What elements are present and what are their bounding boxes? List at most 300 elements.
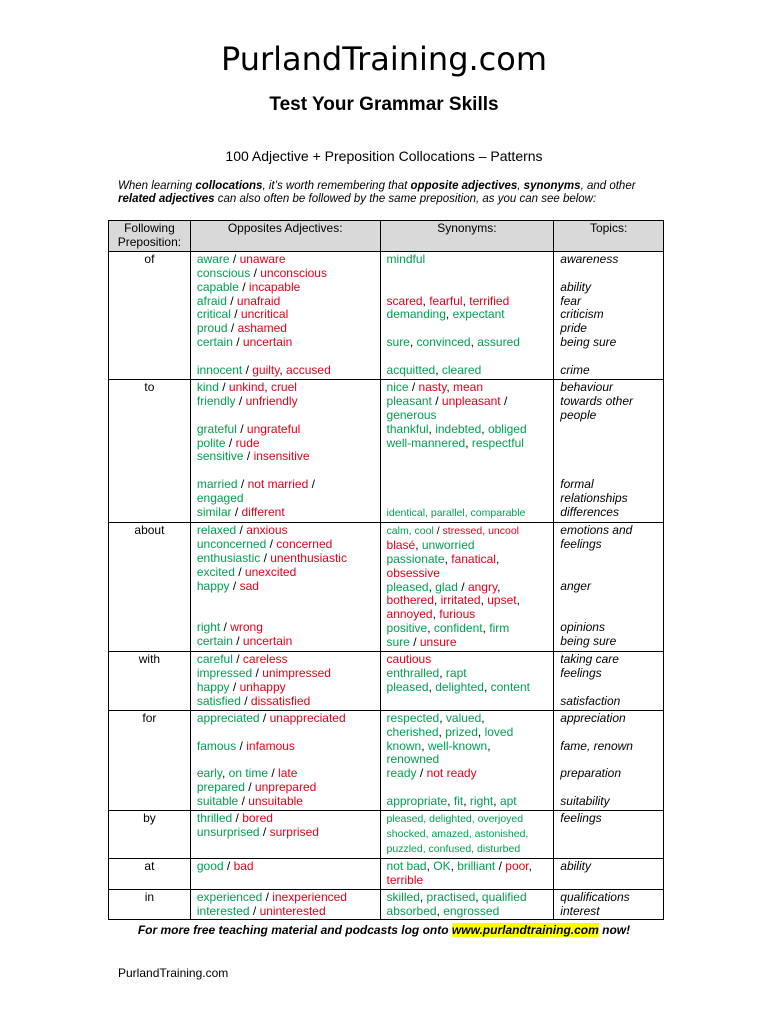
page-subtitle: 100 Adjective + Preposition Collocations – Patterns bbox=[225, 148, 543, 164]
word: sure bbox=[386, 335, 410, 350]
cell-line bbox=[387, 874, 554, 888]
word: bothered bbox=[386, 593, 434, 608]
cell-line bbox=[197, 423, 380, 437]
word: / bbox=[250, 265, 261, 280]
cell-line bbox=[197, 364, 380, 378]
cell-line bbox=[197, 726, 380, 740]
word: / bbox=[237, 477, 248, 492]
word: , bbox=[493, 794, 500, 809]
word: / bbox=[238, 279, 249, 294]
cell-line bbox=[197, 478, 380, 492]
word: / bbox=[235, 393, 246, 408]
topic-line: emotions and bbox=[560, 522, 633, 537]
word: / bbox=[249, 903, 260, 918]
topic-line: differences bbox=[560, 505, 619, 520]
table-row bbox=[109, 811, 664, 859]
topic-line: feelings bbox=[560, 811, 602, 826]
cell-line bbox=[387, 364, 554, 378]
word: brilliant bbox=[457, 858, 496, 873]
topic-line bbox=[560, 552, 663, 566]
word: inexperienced bbox=[272, 889, 347, 904]
synonyms-cell bbox=[380, 710, 554, 810]
word: absorbed bbox=[386, 903, 437, 918]
cell-line bbox=[387, 437, 554, 451]
topic-line: fame, renown bbox=[560, 738, 633, 753]
preposition-cell: for bbox=[109, 710, 191, 810]
cell-line bbox=[387, 381, 554, 395]
cell-line bbox=[197, 891, 380, 905]
word: relaxed bbox=[196, 522, 237, 537]
topic-line: awareness bbox=[560, 251, 619, 266]
topic-line: fear bbox=[560, 293, 581, 308]
word: innocent bbox=[196, 363, 243, 378]
topics-cell bbox=[554, 811, 664, 859]
cell-line bbox=[197, 566, 380, 580]
table-row bbox=[109, 251, 664, 379]
word: bored bbox=[242, 811, 273, 826]
cell-line bbox=[197, 281, 380, 295]
word: ungrateful bbox=[246, 421, 301, 436]
word: cherished bbox=[386, 724, 439, 739]
topic-line bbox=[560, 593, 663, 607]
footer-note-text: now! bbox=[598, 923, 631, 937]
website-link[interactable]: www.purlandtraining.com bbox=[451, 923, 599, 937]
topic-line: qualifications bbox=[560, 889, 630, 904]
cell-line bbox=[197, 607, 380, 621]
opposites-cell bbox=[190, 652, 380, 711]
opposites-cell bbox=[190, 251, 380, 379]
word: pleased bbox=[386, 679, 429, 694]
word: terrible bbox=[386, 872, 424, 887]
word: nice bbox=[386, 379, 409, 394]
word: accused bbox=[286, 363, 331, 378]
intro-keyword: related adjectives bbox=[118, 193, 215, 205]
word: , bbox=[419, 889, 427, 904]
footer-note bbox=[0, 923, 768, 937]
topic-line: relationships bbox=[560, 491, 628, 506]
intro-keyword: synonyms bbox=[523, 180, 581, 192]
word: fearful bbox=[429, 293, 463, 308]
word: , bbox=[445, 307, 453, 322]
word: right bbox=[196, 620, 221, 635]
word: demanding bbox=[386, 307, 446, 322]
word: , bbox=[428, 579, 436, 594]
word: calm, cool bbox=[386, 524, 434, 537]
cell-line bbox=[197, 767, 380, 781]
word: engrossed bbox=[443, 903, 500, 918]
cell-line bbox=[197, 538, 380, 552]
word: , bbox=[446, 379, 454, 394]
word: grateful bbox=[196, 421, 237, 436]
cell-line bbox=[387, 667, 554, 681]
cell-line bbox=[387, 767, 554, 781]
cell-line bbox=[387, 753, 554, 767]
topic-line: taking care bbox=[560, 652, 619, 667]
topic-line bbox=[560, 840, 663, 854]
topic-line: opinions bbox=[560, 620, 605, 635]
cell-line bbox=[197, 267, 380, 281]
word: / bbox=[231, 505, 242, 520]
word: cleared bbox=[441, 363, 482, 377]
synonyms-cell bbox=[380, 379, 554, 522]
table-row bbox=[109, 889, 664, 920]
table-row bbox=[109, 858, 664, 889]
header-opposites: Opposites Adjectives: bbox=[190, 221, 380, 252]
word: generous bbox=[386, 407, 437, 422]
synonyms-cell bbox=[380, 889, 554, 920]
word: suitable bbox=[196, 794, 239, 809]
word: certain bbox=[196, 634, 233, 649]
word: / bbox=[244, 780, 255, 795]
topic-line bbox=[560, 781, 663, 795]
word: nasty bbox=[418, 379, 447, 394]
cell-line bbox=[197, 781, 380, 795]
word: uncertain bbox=[242, 634, 293, 649]
topics-cell bbox=[554, 251, 664, 379]
word: unpleasant bbox=[441, 393, 501, 408]
word: / bbox=[238, 794, 249, 809]
cell-line bbox=[197, 740, 380, 754]
topic-line: interest bbox=[560, 903, 600, 918]
word: , bbox=[433, 593, 441, 608]
word: upset bbox=[487, 593, 517, 608]
cell-line bbox=[197, 552, 380, 566]
cell-line bbox=[197, 905, 380, 919]
topic-line bbox=[560, 607, 663, 621]
word: , bbox=[480, 593, 488, 608]
word: content bbox=[490, 679, 530, 694]
word: on time bbox=[228, 766, 269, 781]
word: / bbox=[223, 858, 234, 873]
word: unappreciated bbox=[269, 710, 346, 725]
word: / bbox=[220, 620, 231, 635]
cell-line bbox=[197, 712, 380, 726]
word: glad bbox=[435, 579, 458, 594]
word: , bbox=[497, 579, 501, 594]
cell-line bbox=[197, 681, 380, 695]
table-row bbox=[109, 522, 664, 651]
word: unfriendly bbox=[245, 393, 298, 408]
word: unexcited bbox=[244, 564, 297, 579]
word: known bbox=[386, 738, 422, 753]
site-brand: PurlandTraining.com bbox=[220, 40, 548, 78]
cell-line bbox=[387, 281, 554, 295]
word: well-mannered bbox=[386, 435, 466, 450]
cell-line bbox=[387, 395, 554, 409]
footer-note-text: For more free teaching material and podcasts log onto bbox=[137, 923, 452, 937]
intro-text: , and other bbox=[580, 180, 636, 192]
cell-line bbox=[387, 524, 554, 539]
word: different bbox=[241, 505, 285, 520]
word: unprepared bbox=[254, 780, 317, 795]
word: appreciated bbox=[196, 710, 260, 725]
word: infamous bbox=[246, 738, 295, 753]
topic-line: formal bbox=[560, 477, 594, 492]
word: / bbox=[218, 379, 229, 394]
word: insensitive bbox=[253, 449, 310, 464]
word: positive bbox=[386, 621, 428, 636]
word: excited bbox=[196, 564, 235, 579]
topic-line bbox=[560, 726, 663, 740]
word: cruel bbox=[270, 379, 297, 394]
word: interested bbox=[196, 903, 250, 918]
word: late bbox=[278, 766, 298, 781]
word: puzzled, confused, disturbed bbox=[386, 842, 521, 855]
word: / bbox=[252, 666, 263, 681]
table-header-row bbox=[109, 221, 664, 252]
word: rapt bbox=[445, 666, 467, 681]
word: practised bbox=[426, 889, 476, 904]
word: , bbox=[447, 794, 454, 809]
word: valued bbox=[445, 710, 482, 725]
topic-line bbox=[560, 267, 663, 281]
word: , bbox=[415, 537, 422, 552]
preposition-cell: about bbox=[109, 522, 191, 651]
word: thankful bbox=[386, 421, 429, 436]
word: acquitted bbox=[386, 363, 436, 377]
word: unkind bbox=[228, 379, 265, 394]
cell-line bbox=[197, 621, 380, 635]
cell-line bbox=[197, 322, 380, 336]
header-synonyms: Synonyms: bbox=[380, 221, 554, 252]
word: unhappy bbox=[239, 679, 286, 694]
cell-line bbox=[387, 653, 554, 667]
word: mean bbox=[453, 379, 484, 394]
cell-line bbox=[197, 295, 380, 309]
word: delighted bbox=[435, 679, 484, 694]
word: ashamed bbox=[237, 321, 287, 336]
topic-line: people bbox=[560, 407, 597, 422]
word: pleasant bbox=[386, 393, 432, 408]
word: / bbox=[409, 635, 420, 650]
topics-cell bbox=[554, 889, 664, 920]
cell-line bbox=[197, 874, 380, 888]
cell-line bbox=[197, 593, 380, 607]
collocations-table bbox=[108, 220, 664, 920]
cell-line bbox=[387, 478, 554, 492]
word: , bbox=[279, 363, 287, 378]
preposition-cell: to bbox=[109, 379, 191, 522]
word: apt bbox=[499, 794, 517, 809]
word: unconcerned bbox=[196, 536, 267, 551]
word: , bbox=[427, 621, 434, 636]
topics-cell bbox=[554, 710, 664, 810]
word: , bbox=[495, 551, 500, 566]
table-row bbox=[109, 710, 664, 810]
cell-line bbox=[197, 667, 380, 681]
cell-line bbox=[197, 395, 380, 409]
word: concerned bbox=[276, 536, 333, 551]
word: early bbox=[196, 766, 222, 781]
word: , bbox=[481, 710, 485, 725]
intro-text: , it’s worth remembering that bbox=[262, 180, 411, 192]
word: , bbox=[462, 293, 470, 308]
opposites-cell bbox=[190, 811, 380, 859]
word: bad bbox=[233, 858, 254, 873]
word: / bbox=[229, 251, 240, 266]
cell-line bbox=[387, 295, 554, 309]
topic-line bbox=[560, 826, 663, 840]
topic-line bbox=[560, 874, 663, 888]
word: unafraid bbox=[236, 293, 281, 308]
word: , bbox=[435, 363, 442, 377]
word: proud bbox=[196, 321, 228, 336]
synonyms-cell bbox=[380, 251, 554, 379]
topic-line: being sure bbox=[560, 335, 617, 350]
cell-line bbox=[387, 827, 554, 842]
cell-line bbox=[387, 636, 554, 650]
cell-line bbox=[387, 539, 554, 553]
word: / bbox=[232, 634, 243, 649]
word: , bbox=[432, 607, 440, 622]
word: / bbox=[259, 710, 270, 725]
intro-keyword: collocations bbox=[195, 180, 263, 192]
word: sad bbox=[239, 578, 259, 593]
word: scared bbox=[386, 293, 423, 308]
word: fit bbox=[453, 794, 464, 809]
word: pleased, delighted, overjoyed bbox=[386, 813, 524, 826]
cell-line bbox=[387, 308, 554, 322]
cell-line bbox=[387, 622, 554, 636]
word: / bbox=[236, 738, 247, 753]
cell-line bbox=[387, 581, 554, 595]
header-preposition: Following Preposition: bbox=[109, 221, 191, 252]
word: mindful bbox=[386, 251, 426, 266]
word: afraid bbox=[196, 293, 227, 308]
word: unsuitable bbox=[248, 794, 303, 809]
word: prepared bbox=[196, 780, 245, 795]
word: obliged bbox=[487, 421, 527, 436]
word: renowned bbox=[386, 752, 440, 767]
word: obsessive bbox=[386, 565, 440, 580]
word: impressed bbox=[196, 666, 253, 681]
cell-line bbox=[387, 681, 554, 695]
word: / bbox=[232, 335, 243, 350]
word: wrong bbox=[230, 620, 263, 635]
word: , bbox=[528, 858, 532, 873]
topic-line bbox=[560, 450, 663, 464]
word: indebted bbox=[435, 421, 482, 436]
cell-line bbox=[197, 695, 380, 709]
word: / bbox=[232, 652, 243, 667]
topic-line: appreciation bbox=[560, 710, 626, 725]
intro-text: , bbox=[517, 180, 524, 192]
cell-line bbox=[387, 423, 554, 437]
cell-line bbox=[197, 492, 380, 506]
synonyms-cell bbox=[380, 522, 554, 651]
intro-keyword: opposite adjectives bbox=[410, 180, 518, 192]
synonyms-cell bbox=[380, 858, 554, 889]
cell-line bbox=[197, 812, 380, 826]
word: unsure bbox=[419, 635, 457, 650]
word: / bbox=[500, 393, 508, 408]
word: / bbox=[416, 766, 427, 781]
topics-cell bbox=[554, 379, 664, 522]
cell-line bbox=[387, 267, 554, 281]
word: identical, parallel, comparable bbox=[386, 507, 526, 520]
topic-line: ability bbox=[560, 858, 591, 873]
word: / bbox=[260, 550, 271, 565]
topic-line bbox=[560, 753, 663, 767]
word: angry bbox=[467, 579, 498, 594]
word: , bbox=[264, 379, 271, 394]
word: unaware bbox=[239, 251, 286, 266]
word: shocked, amazed, astonished, bbox=[386, 827, 529, 840]
word: , bbox=[439, 710, 446, 725]
cell-line bbox=[197, 350, 380, 364]
word: annoyed bbox=[386, 607, 433, 622]
opposites-cell bbox=[190, 889, 380, 920]
cell-line bbox=[197, 524, 380, 538]
word: unsurprised bbox=[196, 824, 260, 839]
cell-line bbox=[387, 322, 554, 336]
topic-line: preparation bbox=[560, 766, 621, 781]
word: aware bbox=[196, 251, 230, 266]
cell-line bbox=[197, 840, 380, 854]
word: , bbox=[421, 738, 428, 753]
page-title: Test Your Grammar Skills bbox=[269, 94, 499, 115]
cell-line bbox=[387, 842, 554, 857]
topics-cell bbox=[554, 652, 664, 711]
word: , bbox=[221, 766, 229, 781]
word: similar bbox=[196, 505, 232, 520]
word: , bbox=[444, 551, 452, 566]
table-body bbox=[109, 251, 664, 920]
word: terrified bbox=[469, 293, 510, 308]
table-row bbox=[109, 652, 664, 711]
word: stressed, uncool bbox=[442, 524, 520, 537]
topic-line: criticism bbox=[560, 307, 604, 322]
word: / bbox=[268, 766, 279, 781]
word: polite bbox=[196, 435, 226, 450]
word: , bbox=[483, 679, 491, 694]
cell-line bbox=[387, 253, 554, 267]
word: / bbox=[262, 889, 273, 904]
word: expectant bbox=[452, 307, 505, 322]
word: not bad bbox=[386, 858, 427, 873]
topics-cell bbox=[554, 858, 664, 889]
word: passionate bbox=[386, 551, 445, 566]
cell-line bbox=[387, 336, 554, 350]
cell-line bbox=[387, 492, 554, 506]
cell-line bbox=[197, 464, 380, 478]
word: / bbox=[266, 536, 277, 551]
word: guilty bbox=[252, 363, 280, 378]
cell-line bbox=[387, 812, 554, 827]
opposites-cell bbox=[190, 522, 380, 651]
preposition-cell: with bbox=[109, 652, 191, 711]
intro-paragraph bbox=[118, 180, 658, 206]
opposites-cell bbox=[190, 858, 380, 889]
word: sure bbox=[386, 635, 410, 650]
word: thrilled bbox=[196, 811, 233, 826]
word: rude bbox=[235, 435, 260, 450]
word: engaged bbox=[196, 491, 244, 506]
word: , bbox=[422, 293, 430, 308]
cell-line bbox=[197, 409, 380, 423]
word: pleased bbox=[386, 579, 429, 594]
cell-line bbox=[387, 350, 554, 364]
cell-line bbox=[387, 695, 554, 709]
word: loved bbox=[484, 724, 514, 739]
cell-line bbox=[387, 594, 554, 608]
topic-line: pride bbox=[560, 321, 587, 336]
word: / bbox=[234, 564, 245, 579]
word: , bbox=[409, 335, 417, 350]
cell-line bbox=[197, 635, 380, 649]
word: / bbox=[232, 811, 243, 826]
cell-line bbox=[387, 905, 554, 919]
